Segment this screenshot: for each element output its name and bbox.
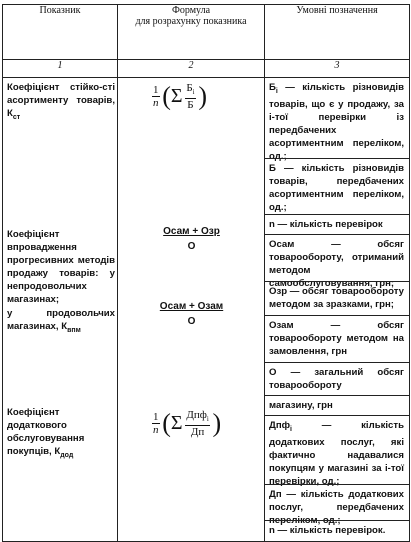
notation-osam: Осам — обсяг товарообороту, отриманий методом самообслуговування, грн; (269, 239, 404, 290)
notation-o: О — загальний обсяг товарообороту (269, 367, 404, 392)
formula-column (118, 78, 265, 542)
notation-bi: $Б_і$ — кількість різновидів товарів, що є у продажу, за і-тої перевірки із передбачених асортиментним переліком, од.; (269, 82, 404, 163)
notation-ozr: Озр — обсяг товарообороту методом за зразками, грн; (269, 286, 404, 311)
indicator-column (3, 78, 118, 542)
indicator-stability: Коефіцієнт стійко-сті асортименту товарів, $К_{ст}$ (7, 82, 115, 121)
indicators-table (2, 4, 410, 542)
formula-nonfood: Осам + Озр О (163, 226, 220, 252)
indicator-additional-service: Коефіцієнт додаткового обслуговування покупців, $К_{дод}$ (7, 407, 85, 459)
formula-additional-service: $\frac{1}{n}$ (Σ $\frac{Дпф_і}{Дп}$ ) (153, 408, 222, 439)
indicator-progressive-methods: Коефіцієнт впровадження прогресивних методів продажу товарів: у непродовольчих магазинах; у продовольчих магазинах, $К_{впм}$ (7, 229, 115, 334)
header-formula: Формула для розрахунку показника (118, 5, 265, 60)
table-body-row (3, 78, 410, 542)
notation-column (265, 78, 410, 542)
column-number-1: 1 (3, 60, 118, 78)
notation-dpf: Дпф$_і$ — кількість додаткових послуг, які фактично надавалися покупцям у магазині за і-тої перевірки, од.; (269, 420, 404, 488)
notation-dp: Дп — кількість додаткових послуг, передбачених переліком, од.; (269, 489, 404, 527)
header-notation: Умовні позначення (265, 5, 410, 60)
column-number-row (3, 60, 410, 78)
notation-n-2: n — кількість перевірок. (269, 525, 386, 536)
header-indicator: Показник (3, 5, 118, 60)
table-header-row (3, 5, 410, 60)
formula-food: Осам + Озам О (159, 301, 224, 327)
column-number-3: 3 (265, 60, 410, 78)
column-number-2: 2 (118, 60, 265, 78)
notation-ozam: Озам — обсяг товарообороту методом на замовлення, грн (269, 320, 404, 358)
formula-stability: $\frac{1}{n}$ (Σ $\frac{Б_і}{Б}$ ) (153, 81, 208, 112)
notation-n-1: n — кількість перевірок (269, 219, 383, 230)
notation-o-cont: магазину, грн (269, 400, 333, 411)
notation-b: Б — кількість різновидів товарів, передбачених асортиментним переліком, од.; (269, 163, 404, 214)
